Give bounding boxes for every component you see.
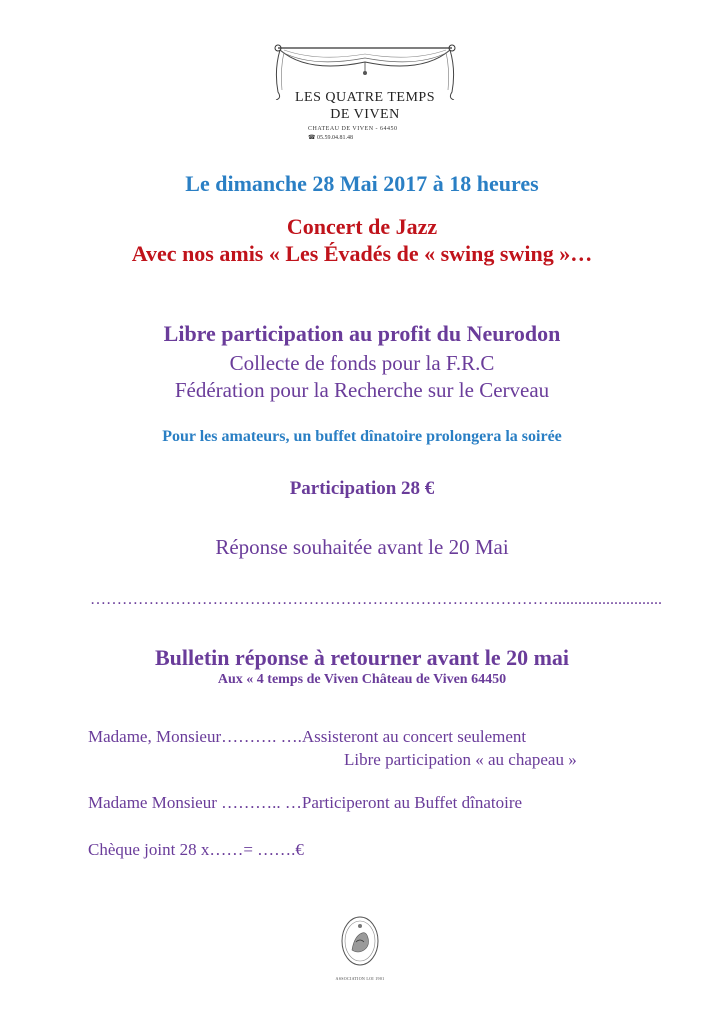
buffet-note: Pour les amateurs, un buffet dînatoire prolongera la soirée bbox=[162, 428, 562, 445]
event-date: Le dimanche 28 Mai 2017 à 18 heures bbox=[185, 171, 539, 196]
logo-phone-number: 05.59.04.81.48 bbox=[316, 135, 353, 141]
cut-line-separator: ……………………………………………………………………………........................... bbox=[90, 591, 662, 608]
bulletin-title: Bulletin réponse à retourner avant le 20 mai bbox=[154, 645, 570, 670]
charity-federation: Fédération pour la Recherche sur le Cerveau bbox=[174, 378, 550, 402]
logo-title-line1: LES QUATRE TEMPS bbox=[295, 90, 435, 105]
form-line-chapeau: Libre participation « au chapeau » bbox=[344, 750, 577, 769]
logo-title-line2: DE VIVEN bbox=[330, 107, 400, 122]
form-line-cheque: Chèque joint 28 x……= …….€ bbox=[88, 840, 304, 859]
response-deadline: Réponse souhaitée avant le 20 Mai bbox=[215, 535, 509, 559]
logo-phone: ☎ 05.59.04.81.48 bbox=[308, 135, 353, 141]
form-line-concert: Madame, Monsieur………. ….Assisteront au concert seulement bbox=[88, 727, 527, 746]
form-line-buffet: Madame Monsieur ……….. …Participeront au Buffet dînatoire bbox=[88, 793, 523, 812]
charity-libre: Libre participation au profit du Neurodon bbox=[163, 321, 561, 346]
logo bbox=[268, 40, 462, 140]
association-seal-icon bbox=[338, 914, 382, 968]
event-friends: Avec nos amis « Les Évadés de « swing swing »… bbox=[131, 241, 593, 266]
event-concert: Concert de Jazz bbox=[286, 214, 438, 239]
charity-collecte: Collecte de fonds pour la F.R.C bbox=[229, 351, 495, 375]
bulletin-address: Aux « 4 temps de Viven Château de Viven 64450 bbox=[217, 672, 507, 687]
participation-price: Participation 28 € bbox=[289, 478, 435, 499]
association-label: ASSOCIATION LOI 1901 bbox=[335, 976, 385, 981]
logo-address: CHATEAU DE VIVEN - 64450 bbox=[308, 126, 398, 132]
